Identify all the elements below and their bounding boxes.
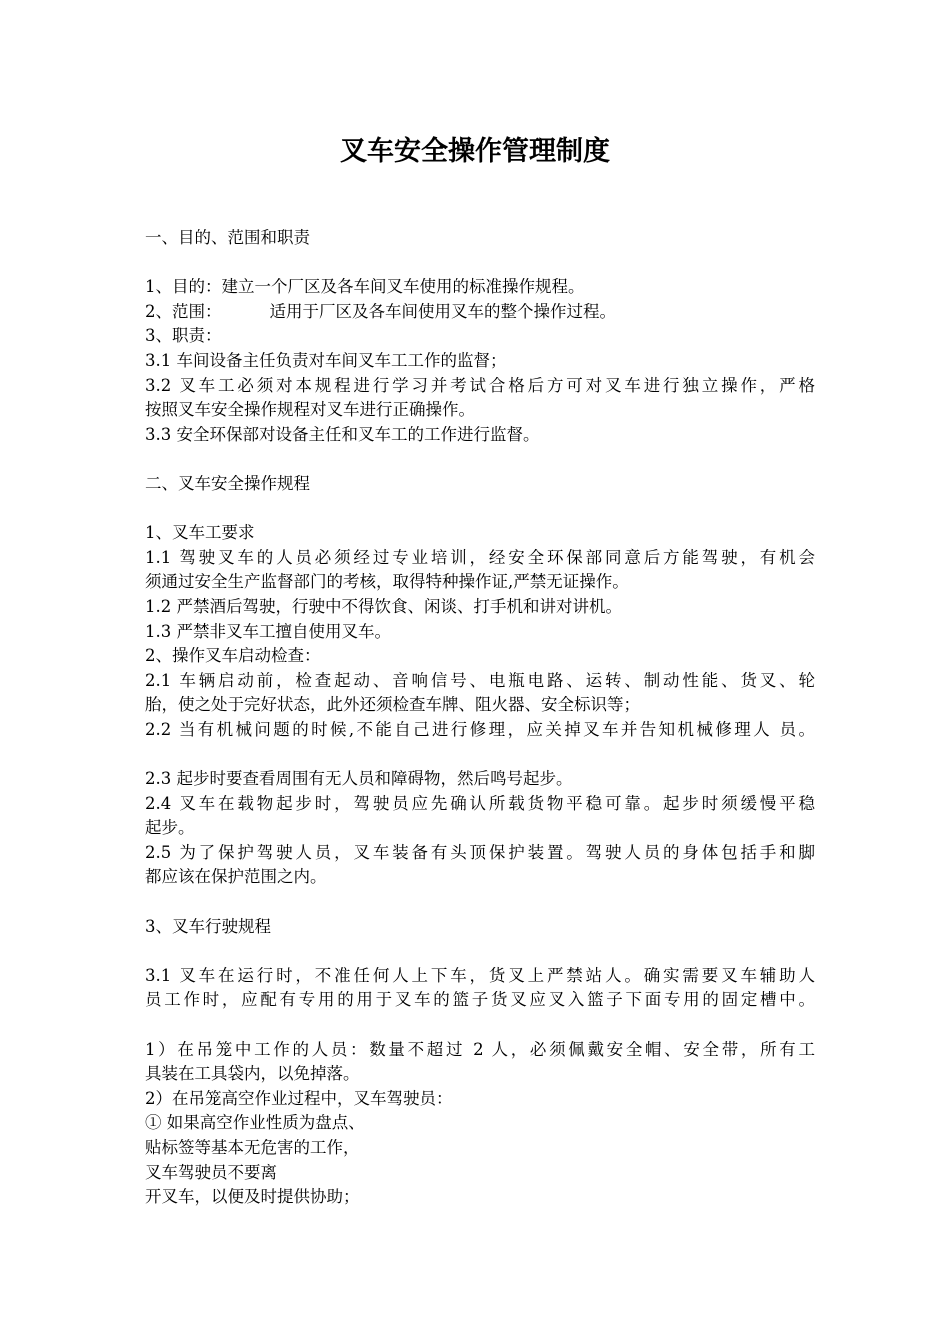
paragraph-line: 贴标签等基本无危害的工作， (145, 1137, 360, 1157)
scope-label: 2、范围： (145, 301, 222, 321)
paragraph-line: 3.3 安全环保部对设备主任和叉车工的工作进行监督。 (145, 424, 540, 444)
paragraph-line: 都应该在保护范围之内。 (145, 867, 327, 887)
paragraph-line: 2、操作叉车启动检查： (145, 646, 321, 666)
paragraph-line: 1、目的：建立一个厂区及各车间叉车使用的标准操作规程。 (145, 277, 585, 297)
blank-line (145, 251, 815, 276)
paragraph-line: 2.4 叉车在载物起步时，驾驶员应先确认所载货物平稳可靠。起步时须缓慢平稳 (145, 793, 815, 813)
blank-line (145, 497, 815, 522)
paragraph-line: 1.1 驾驶叉车的人员必须经过专业培训，经安全环保部同意后方能驾驶，有机会 (145, 547, 815, 567)
section-heading: 一、目的、范围和职责 (145, 228, 310, 247)
paragraph-line: ① 如果高空作业性质为盘点、 (145, 1113, 365, 1133)
paragraph-line: 3、职责： (145, 326, 222, 346)
paragraph-line: 2.1 车辆启动前，检查起动、音响信号、电瓶电路、运转、制动性能、货叉、轮 (145, 670, 815, 690)
paragraph-line: 具装在工具袋内，以免掉落。 (145, 1064, 360, 1084)
paragraph-line: 须通过安全生产监督部门的考核，取得特种操作证,严禁无证操作。 (145, 572, 629, 592)
paragraph-line: 3.1 车间设备主任负责对车间叉车工工作的监督； (145, 350, 507, 370)
paragraph-line: 叉车驾驶员不要离 (145, 1162, 277, 1182)
blank-line (145, 447, 815, 472)
paragraph-line: 按照叉车安全操作规程对叉车进行正确操作。 (145, 400, 475, 420)
paragraph-line: 员工作时，应配有专用的用于叉车的篮子货叉应叉入篮子下面专用的固定槽中。 (145, 990, 815, 1010)
paragraph-line: 胎，使之处于完好状态，此外还须检查车牌、阻火器、安全标识等； (145, 695, 640, 715)
paragraph-line: 2.3 起步时要查看周围有无人员和障碍物，然后鸣号起步。 (145, 769, 573, 789)
paragraph-line: 2.2 当有机械问题的时候,不能自己进行修理，应关掉叉车并告知机械修理人 员。 (145, 719, 815, 739)
blank-line (145, 890, 815, 915)
paragraph-line: 1.3 严禁非叉车工擅自使用叉车。 (145, 621, 391, 641)
paragraph-line: 3.1 叉车在运行时，不准任何人上下车，货叉上严禁站人。确实需要叉车辅助人 (145, 965, 815, 985)
paragraph-line: 1.2 严禁酒后驾驶，行驶中不得饮食、闲谈、打手机和讲对讲机。 (145, 596, 622, 616)
blank-line (145, 939, 815, 964)
paragraph-line: 2）在吊笼高空作业过程中，叉车驾驶员： (145, 1088, 453, 1108)
paragraph-line: 3.2 叉车工必须对本规程进行学习并考试合格后方可对叉车进行独立操作，严格 (145, 375, 815, 395)
section-heading: 二、叉车安全操作规程 (145, 473, 310, 493)
scope-line (145, 300, 815, 325)
paragraph-line: 1、叉车工要求 (145, 523, 255, 543)
paragraph-line: 开叉车，以便及时提供协助； (145, 1187, 360, 1207)
document-title: 叉车安全操作管理制度 (340, 136, 610, 167)
blank-line (145, 1013, 815, 1038)
paragraph-line: 起步。 (145, 818, 195, 838)
blank-line (145, 742, 815, 767)
section-heading: 3、叉车行驶规程 (145, 916, 271, 936)
paragraph-line: 1）在吊笼中工作的人员：数量不超过 2 人，必须佩戴安全帽、安全带，所有工 (145, 1039, 815, 1059)
paragraph-line: 2.5 为了保护驾驶人员，叉车装备有头顶保护装置。驾驶人员的身体包括手和脚 (145, 842, 815, 862)
document-body (145, 226, 815, 1210)
scope-text: 适用于厂区及各车间使用叉车的整个操作过程。 (269, 301, 616, 321)
